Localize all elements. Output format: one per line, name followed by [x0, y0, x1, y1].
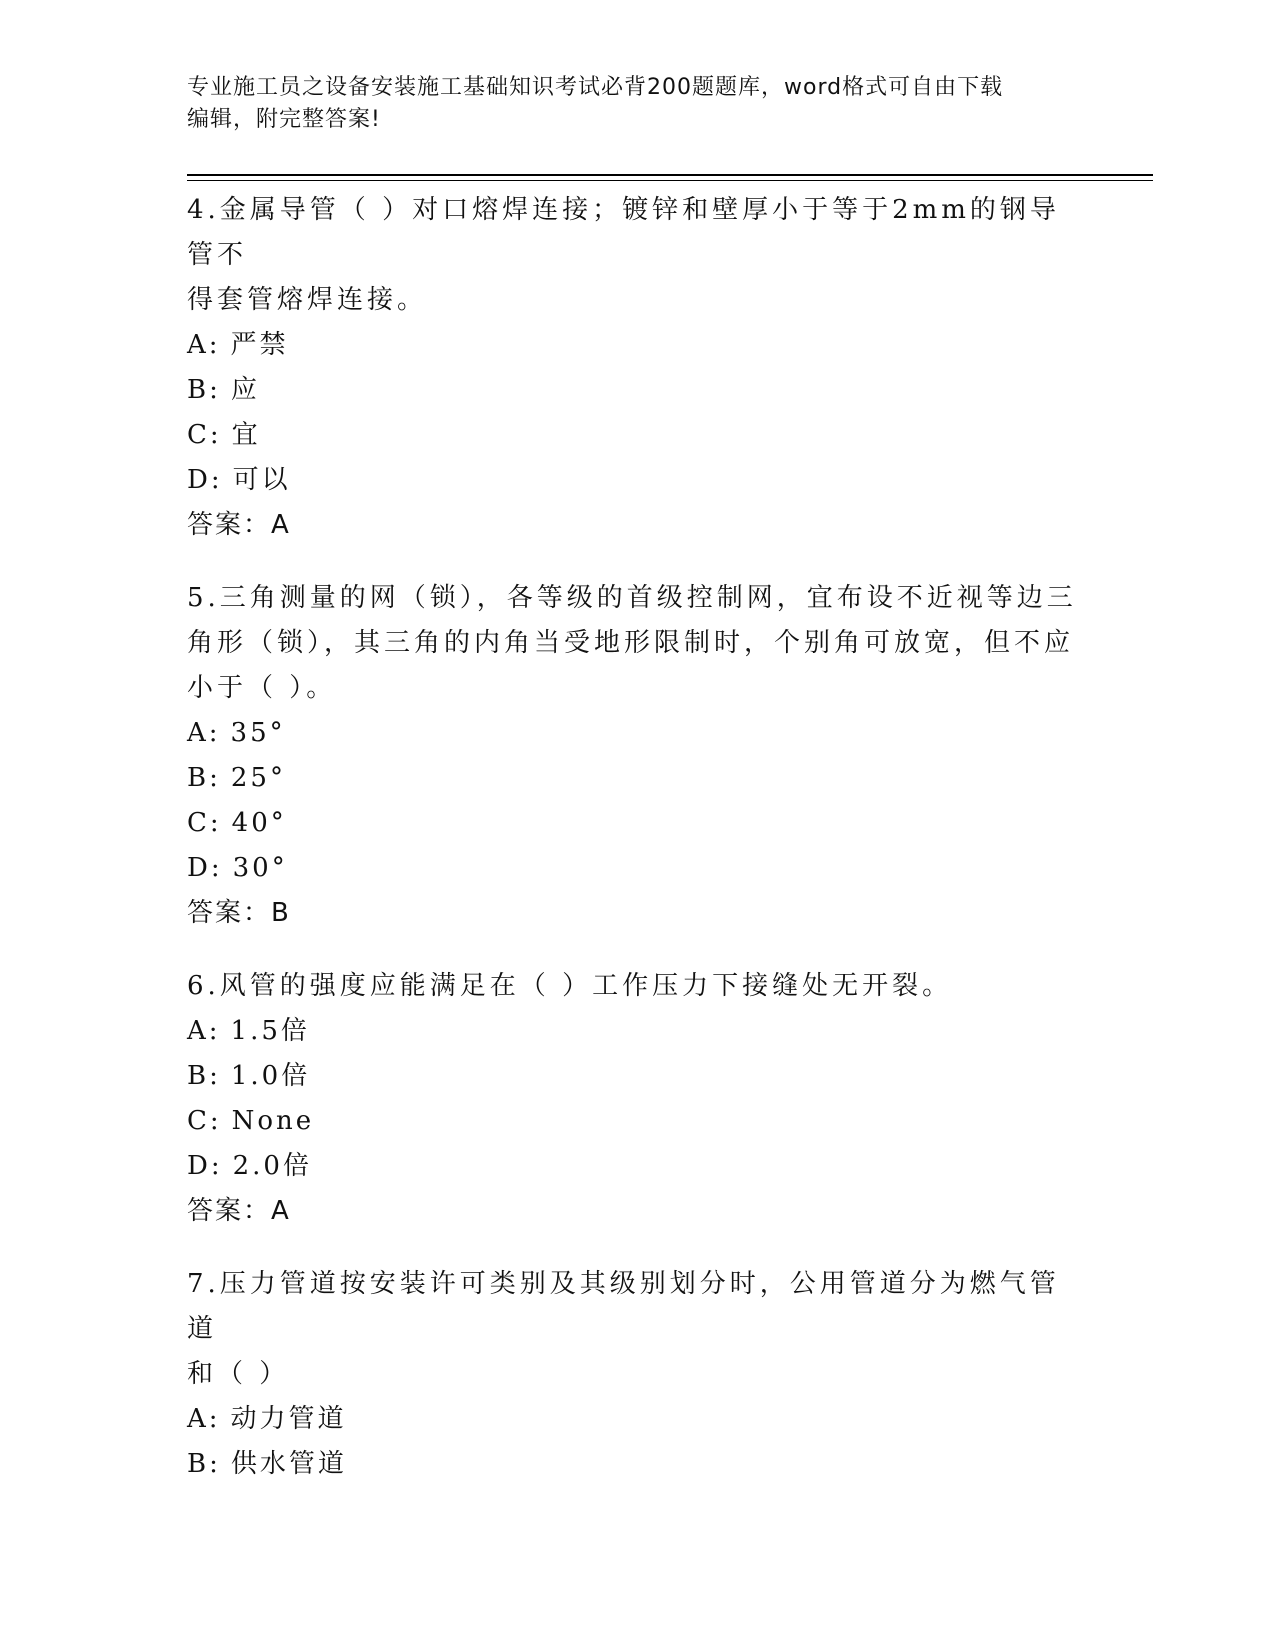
question-7 [187, 1262, 1087, 1487]
option-b [187, 1442, 1087, 1487]
option-b [187, 368, 1087, 413]
answer-line: 答案：A [187, 1196, 291, 1226]
option-letter: D: [187, 1151, 223, 1181]
option-a [187, 1397, 1087, 1442]
option-letter: A: [187, 718, 221, 748]
answer-line: 答案：A [187, 510, 291, 540]
document-header [187, 72, 1087, 136]
question-stem-line: 6.风管的强度应能满足在（ ）工作压力下接缝处无开裂。 [187, 971, 953, 1001]
question-stem-line: 和（ ） [187, 1359, 290, 1389]
header-title-line-1: 专业施工员之设备安装施工基础知识考试必背200题题库，word格式可自由下载 [187, 75, 1004, 100]
header-divider-thick [187, 174, 1153, 176]
option-letter: C: [187, 808, 222, 838]
option-letter: D: [187, 465, 223, 495]
option-text: 严禁 [230, 330, 289, 360]
question-6 [187, 964, 1087, 1234]
option-text: None [231, 1106, 315, 1136]
option-letter: A: [187, 330, 221, 360]
header-title-line-2: 编辑，附完整答案! [187, 107, 381, 132]
option-text: 动力管道 [230, 1404, 347, 1434]
question-4 [187, 188, 1087, 548]
answer-line: 答案：B [187, 898, 291, 928]
option-letter: B: [187, 375, 221, 405]
option-c [187, 1099, 1087, 1144]
option-letter: C: [187, 420, 222, 450]
question-stem-line: 角形（锁），其三角的内角当受地形限制时，个别角可放宽，但不应 [187, 628, 1075, 658]
option-text: 宜 [231, 420, 261, 450]
option-a [187, 1009, 1087, 1054]
option-letter: B: [187, 763, 221, 793]
option-d [187, 1144, 1087, 1189]
option-text: 25° [230, 763, 286, 793]
option-d [187, 458, 1087, 503]
option-letter: B: [187, 1061, 221, 1091]
option-c [187, 413, 1087, 458]
option-text: 可以 [232, 465, 291, 495]
question-stem-line: 得套管熔焊连接。 [187, 285, 428, 315]
option-a [187, 323, 1087, 368]
option-b [187, 1054, 1087, 1099]
question-stem-line: 7.压力管道按安装许可类别及其级别划分时，公用管道分为燃气管道 [187, 1269, 1060, 1344]
option-text: 1.5倍 [230, 1016, 310, 1046]
option-text: 供水管道 [230, 1449, 347, 1479]
option-text: 40° [231, 808, 287, 838]
question-list [187, 188, 1087, 1515]
option-text: 应 [230, 375, 260, 405]
option-letter: A: [187, 1404, 221, 1434]
option-b [187, 756, 1087, 801]
option-letter: C: [187, 1106, 222, 1136]
option-text: 2.0倍 [232, 1151, 312, 1181]
question-stem-line: 4.金属导管（ ）对口熔焊连接；镀锌和壁厚小于等于2mm的钢导管不 [187, 195, 1060, 270]
question-stem-line: 5.三角测量的网（锁），各等级的首级控制网，宜布设不近视等边三 [187, 583, 1077, 613]
question-stem-line: 小于（ ）。 [187, 673, 337, 703]
option-letter: A: [187, 1016, 221, 1046]
option-letter: B: [187, 1449, 221, 1479]
option-a [187, 711, 1087, 756]
question-5 [187, 576, 1087, 936]
option-letter: D: [187, 853, 223, 883]
header-divider-thin [187, 180, 1153, 181]
option-d [187, 846, 1087, 891]
option-text: 1.0倍 [230, 1061, 311, 1091]
option-text: 30° [232, 853, 288, 883]
option-c [187, 801, 1087, 846]
option-text: 35° [230, 718, 286, 748]
